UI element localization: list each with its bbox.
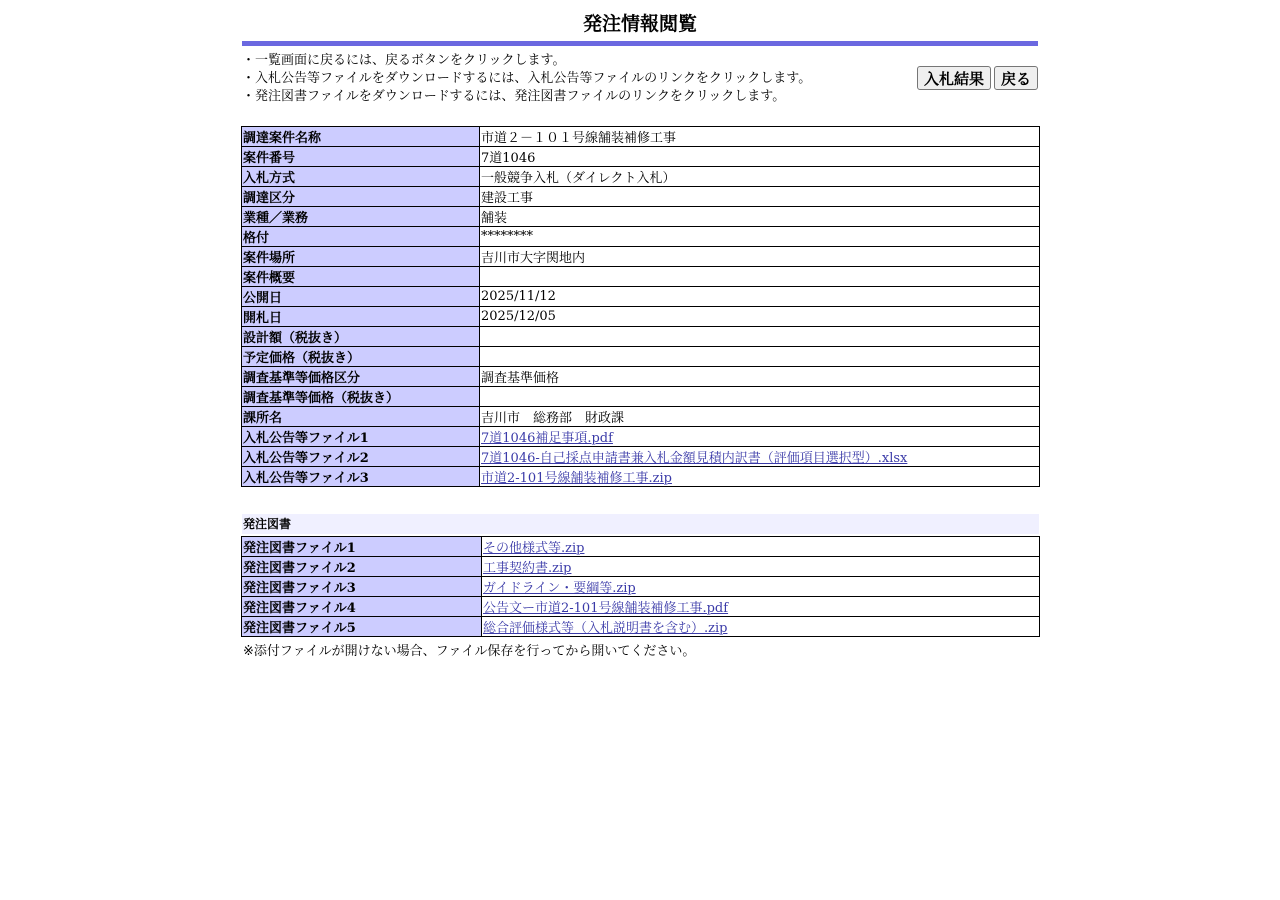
- row-value-cell: [480, 467, 1040, 487]
- row-value-cell: [482, 577, 1040, 597]
- project-info-table: [241, 126, 1040, 487]
- back-button[interactable]: 戻る: [994, 66, 1038, 90]
- info-row: [242, 127, 1040, 147]
- info-row: [242, 307, 1040, 327]
- info-row: [242, 407, 1040, 427]
- info-row: [242, 327, 1040, 347]
- row-value: 一般競争入札（ダイレクト入札）: [481, 171, 676, 186]
- info-row: [242, 387, 1040, 407]
- info-row: [242, 207, 1040, 227]
- row-label: 設計額（税抜き）: [242, 327, 480, 347]
- page-header: [242, 0, 1038, 112]
- instruction-line: ・発注図書ファイルをダウンロードするには、発注図書ファイルのリンクをクリックします。: [242, 89, 786, 104]
- row-value: ********: [481, 229, 533, 244]
- row-value-cell: [480, 407, 1040, 427]
- drawing-file-row: [242, 617, 1040, 637]
- info-row: [242, 267, 1040, 287]
- row-label: 案件場所: [242, 247, 480, 267]
- row-value-cell: [480, 427, 1040, 447]
- file-download-link[interactable]: 公告文ー市道2-101号線舗装補修工事.pdf: [483, 601, 729, 616]
- row-value-cell: [480, 287, 1040, 307]
- row-label: 業種／業務: [242, 207, 480, 227]
- row-label: 案件概要: [242, 267, 480, 287]
- info-row: [242, 167, 1040, 187]
- instruction-line: ・一覧画面に戻るには、戻るボタンをクリックします。: [242, 53, 566, 68]
- row-label: 発注図書ファイル5: [242, 617, 482, 637]
- file-download-link[interactable]: 市道2-101号線舗装補修工事.zip: [481, 471, 672, 486]
- row-value-cell: [480, 447, 1040, 467]
- title-accent-bar: [242, 41, 1038, 46]
- row-label: 発注図書ファイル1: [242, 537, 482, 557]
- row-value-cell: [480, 187, 1040, 207]
- instruction-line: ・入札公告等ファイルをダウンロードするには、入札公告等ファイルのリンクをクリックします。: [242, 71, 812, 86]
- row-label: 入札公告等ファイル3: [242, 467, 480, 487]
- row-value-cell: [482, 557, 1040, 577]
- row-label: 課所名: [242, 407, 480, 427]
- drawing-file-row: [242, 537, 1040, 557]
- file-download-link[interactable]: ガイドライン・要綱等.zip: [483, 581, 636, 596]
- info-row: [242, 347, 1040, 367]
- row-label: 調査基準等価格区分: [242, 367, 480, 387]
- row-value-cell: [480, 247, 1040, 267]
- row-value-cell: [480, 367, 1040, 387]
- row-value: 2025/12/05: [481, 309, 556, 324]
- info-row: [242, 367, 1040, 387]
- info-row: [242, 247, 1040, 267]
- row-label: 案件番号: [242, 147, 480, 167]
- drawings-section-heading: 発注図書: [242, 514, 1039, 534]
- file-download-link[interactable]: 工事契約書.zip: [483, 561, 572, 576]
- file-download-link[interactable]: 7道1046補足事項.pdf: [481, 431, 613, 446]
- row-label: 入札方式: [242, 167, 480, 187]
- row-value: 建設工事: [481, 191, 534, 206]
- row-value-cell: [482, 597, 1040, 617]
- row-value-cell: [480, 347, 1040, 367]
- row-value-cell: [480, 267, 1040, 287]
- file-download-link[interactable]: 7道1046-自己採点申請書兼入札金額見積内訳書（評価項目選択型）.xlsx: [481, 451, 908, 466]
- info-row: [242, 227, 1040, 247]
- row-value: 舗装: [481, 211, 508, 226]
- file-download-link[interactable]: 総合評価様式等（入札説明書を含む）.zip: [483, 621, 728, 636]
- row-value-cell: [480, 387, 1040, 407]
- info-row: [242, 447, 1040, 467]
- bid-result-button[interactable]: 入札結果: [917, 66, 991, 90]
- row-label: 入札公告等ファイル1: [242, 427, 480, 447]
- info-row: [242, 427, 1040, 447]
- row-label: 発注図書ファイル4: [242, 597, 482, 617]
- file-download-link[interactable]: その他様式等.zip: [483, 541, 585, 556]
- row-label: 公開日: [242, 287, 480, 307]
- info-row: [242, 187, 1040, 207]
- drawing-file-row: [242, 597, 1040, 617]
- footnote: ※添付ファイルが開けない場合、ファイル保存を行ってから開いてください。: [243, 644, 696, 659]
- row-value-cell: [480, 127, 1040, 147]
- row-value-cell: [480, 307, 1040, 327]
- row-label: 発注図書ファイル3: [242, 577, 482, 597]
- row-label: 予定価格（税抜き）: [242, 347, 480, 367]
- drawing-file-row: [242, 577, 1040, 597]
- info-row: [242, 287, 1040, 307]
- info-row: [242, 147, 1040, 167]
- info-row: [242, 467, 1040, 487]
- row-value: 調査基準価格: [481, 371, 560, 386]
- row-label: 開札日: [242, 307, 480, 327]
- drawing-file-row: [242, 557, 1040, 577]
- row-value: 市道２－１０１号線舗装補修工事: [481, 131, 677, 146]
- page-title: 発注情報閲覧: [582, 13, 697, 35]
- row-label: 調査基準等価格（税抜き）: [242, 387, 480, 407]
- drawings-table: [241, 536, 1040, 637]
- row-label: 発注図書ファイル2: [242, 557, 482, 577]
- row-value-cell: [480, 227, 1040, 247]
- row-value: 2025/11/12: [481, 289, 556, 304]
- action-buttons: [917, 66, 1038, 90]
- row-value-cell: [482, 617, 1040, 637]
- row-value: 7道1046: [481, 151, 536, 166]
- instructions: [242, 52, 1038, 112]
- row-label: 格付: [242, 227, 480, 247]
- row-label: 調達案件名称: [242, 127, 480, 147]
- row-label: 入札公告等ファイル2: [242, 447, 480, 467]
- row-value-cell: [480, 207, 1040, 227]
- row-value-cell: [480, 167, 1040, 187]
- row-value-cell: [480, 147, 1040, 167]
- row-label: 調達区分: [242, 187, 480, 207]
- row-value-cell: [482, 537, 1040, 557]
- row-value: 吉川市 総務部 財政課: [481, 411, 625, 426]
- row-value-cell: [480, 327, 1040, 347]
- row-value: 吉川市大字関地内: [481, 251, 586, 266]
